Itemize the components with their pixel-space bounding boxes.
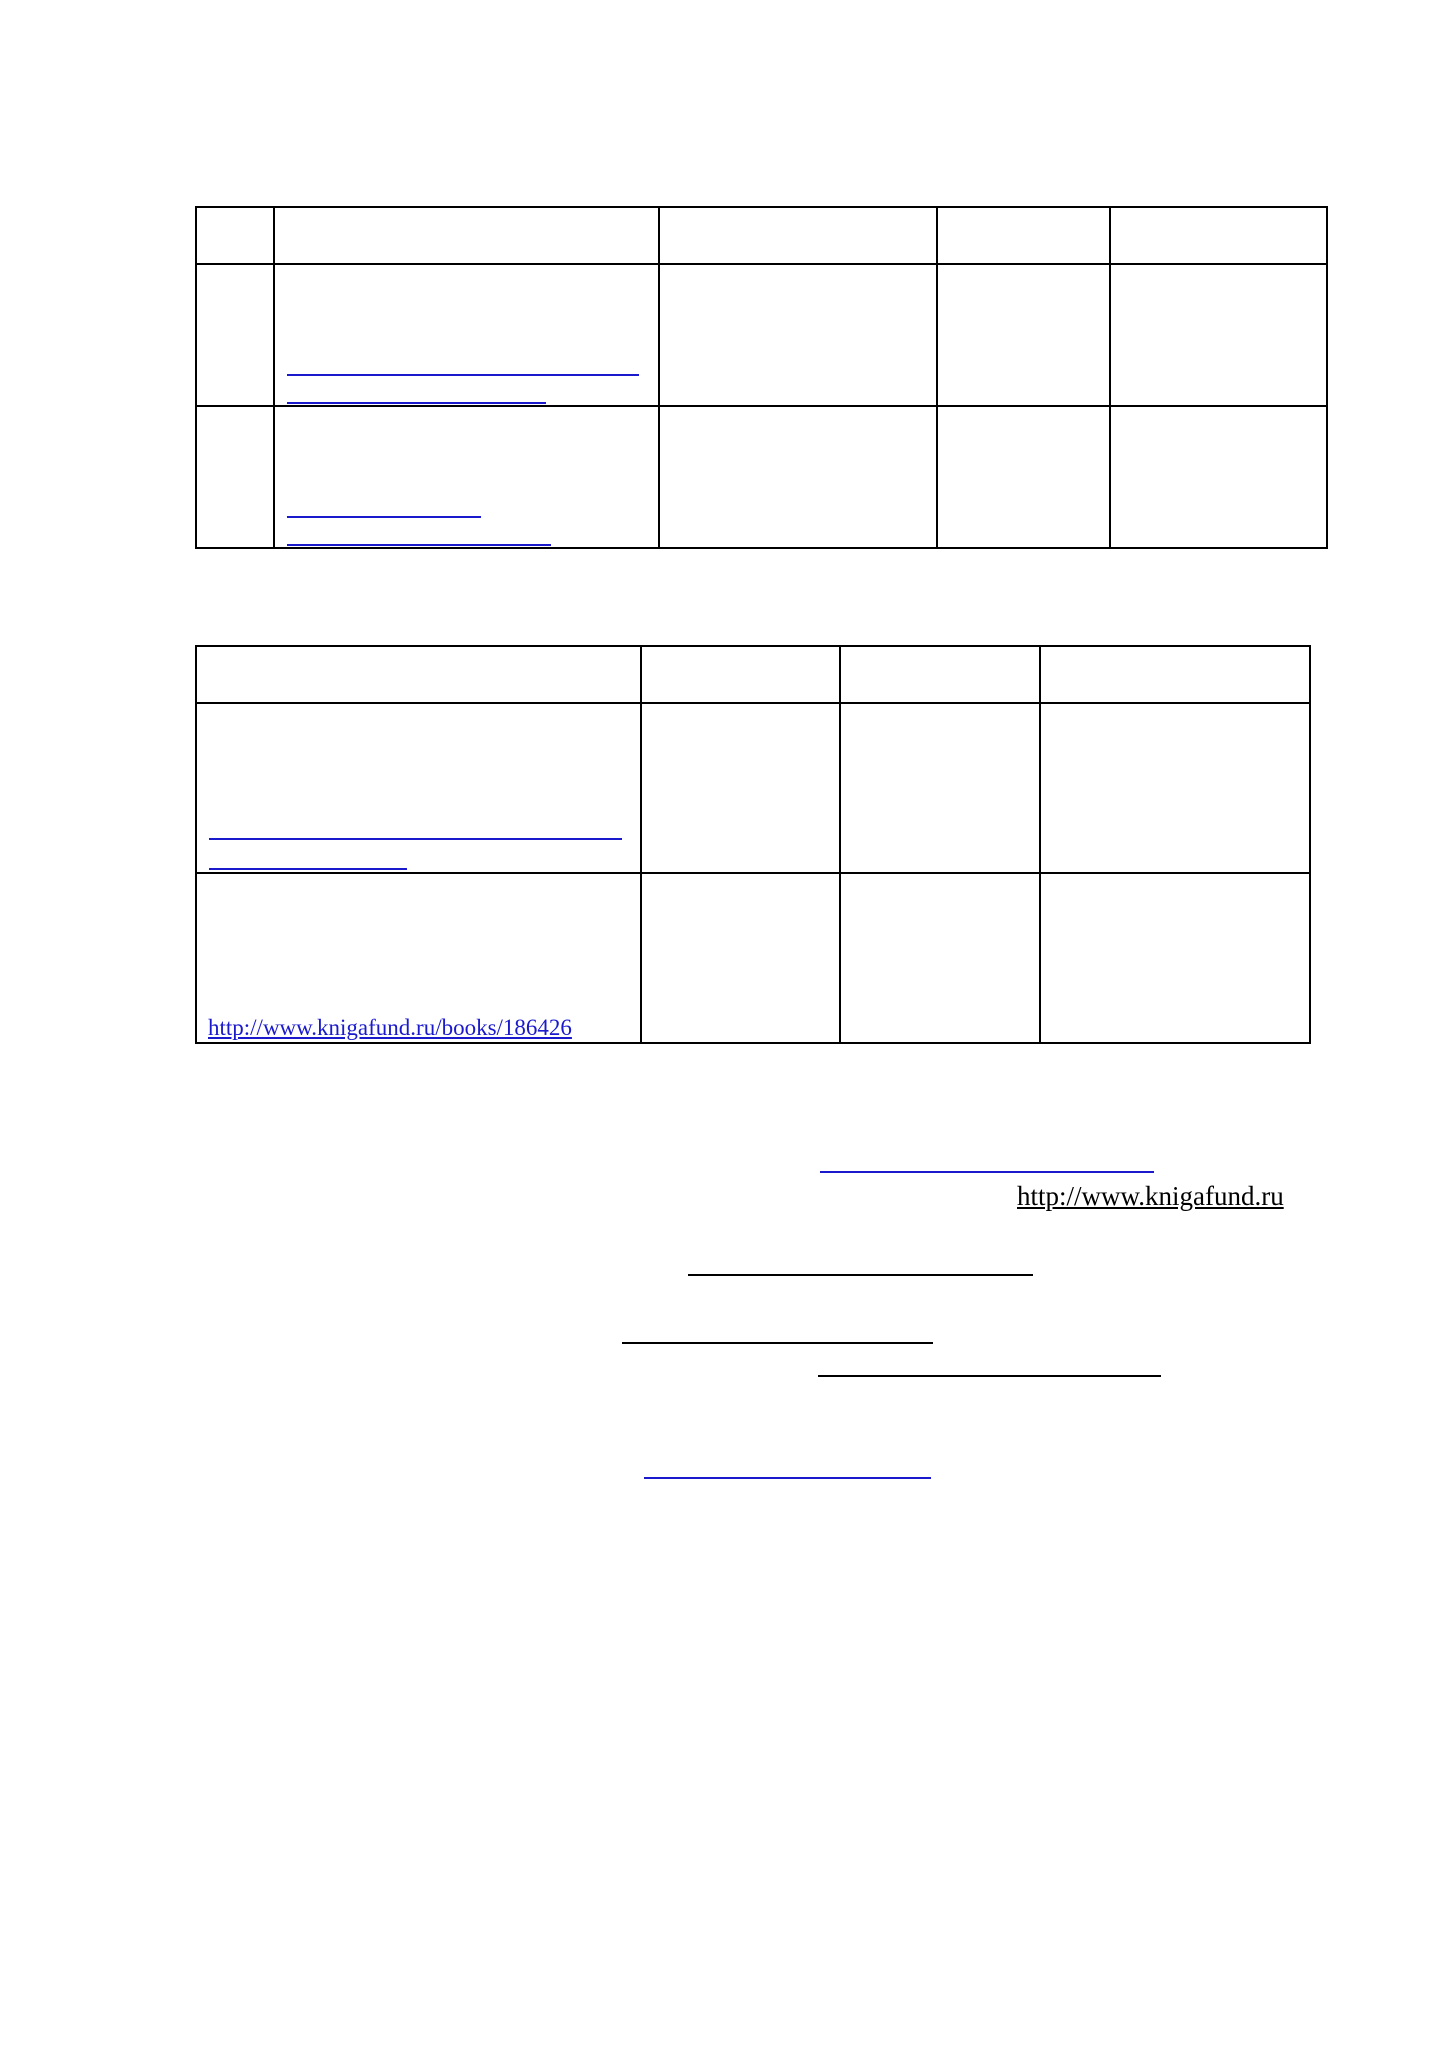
table-1-row-divider: [195, 405, 1328, 407]
table-2-header-divider: [195, 702, 1311, 704]
table-1-col-border: [936, 206, 938, 549]
table-1-row-2-link[interactable]: [287, 544, 551, 546]
table-1-header-divider: [195, 263, 1328, 265]
table-2-row-1-link[interactable]: [209, 868, 407, 870]
table-1-col-border: [273, 206, 275, 549]
table-2-col-border: [1309, 645, 1311, 1044]
table-2-col-border: [195, 645, 197, 1044]
site-link[interactable]: http://www.knigafund.ru: [1017, 1181, 1284, 1211]
table-2-bottom-border: [195, 1042, 1311, 1044]
table-1-col-border: [195, 206, 197, 549]
table-2-row-divider: [195, 872, 1311, 874]
table-2-row-1-link[interactable]: [209, 838, 622, 840]
table-1-col-border: [1109, 206, 1111, 549]
underline-blank: [622, 1342, 933, 1344]
reference-link[interactable]: [644, 1477, 931, 1479]
table-1-row-1-link[interactable]: [287, 374, 639, 376]
table-2-top-border: [195, 645, 1311, 647]
table-1-bottom-border: [195, 547, 1328, 549]
underline-blank: [688, 1274, 1033, 1276]
table-2-col-border: [839, 645, 841, 1044]
underline-blank: [818, 1375, 1161, 1377]
table-1-col-border: [1326, 206, 1328, 549]
table-1-top-border: [195, 206, 1328, 208]
table-1-col-border: [658, 206, 660, 549]
table-1-row-2-link[interactable]: [287, 516, 481, 518]
table-2-col-border: [640, 645, 642, 1044]
table-2-col-border: [1039, 645, 1041, 1044]
table-1-row-1-link[interactable]: [287, 402, 546, 404]
reference-link[interactable]: [820, 1171, 1154, 1173]
table-2-row-2-link[interactable]: http://www.knigafund.ru/books/186426: [208, 1015, 572, 1040]
